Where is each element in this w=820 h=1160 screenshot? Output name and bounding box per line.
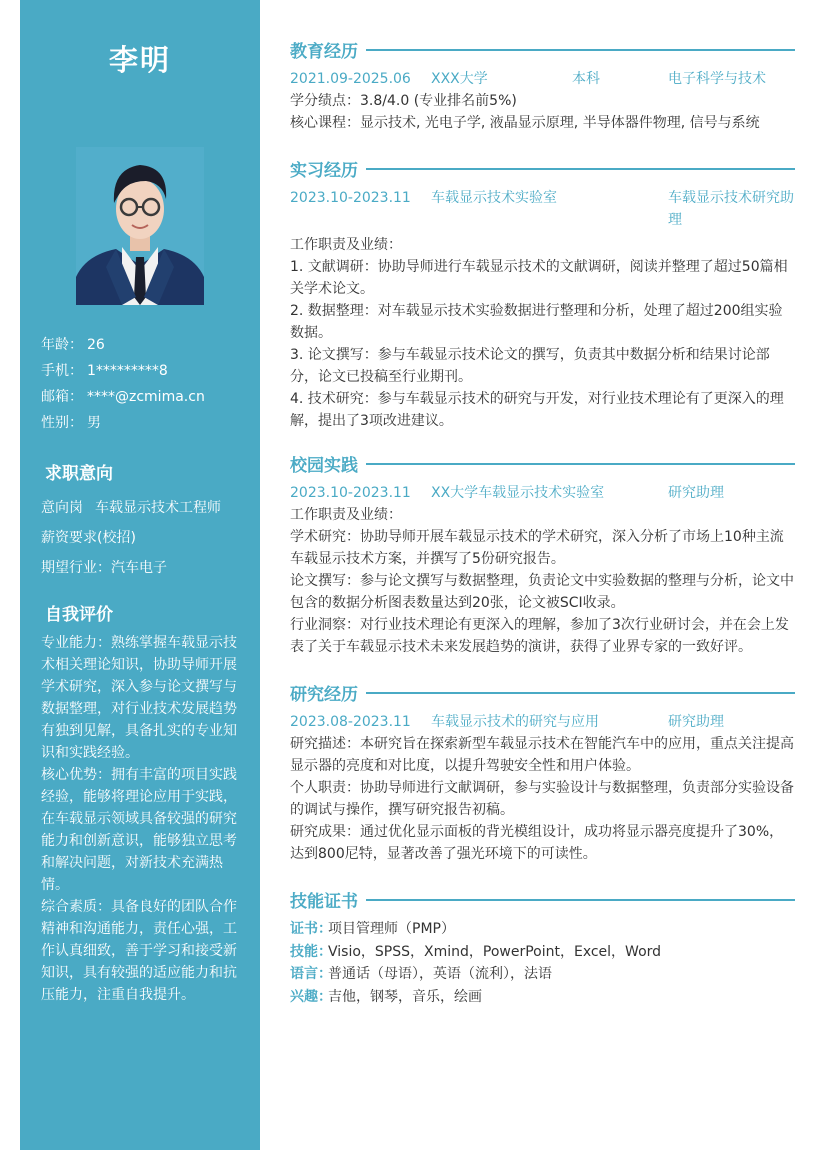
info-label: 邮箱： — [41, 389, 83, 405]
detail-line: 研究描述：本研究旨在探索新型车载显示技术在智能汽车中的应用，重点关注提高显示器的亮度和对比度，以提升驾驶安全性和用户体验。 — [290, 736, 794, 774]
research-section — [290, 679, 795, 865]
detail-line: 学术研究：协助导师开展车载显示技术的学术研究，深入分析了市场上10种主流车载显示技术方案，并撰写了5份研究报告。 — [290, 529, 784, 567]
skills-section — [290, 886, 795, 1008]
eval-paragraph: 综合素质：具备良好的团队合作精神和沟通能力，责任心强，工作认真细致，善于学习和接受新知识，具有较强的适应能力和抗压能力，注重自我提升。 — [41, 899, 237, 1003]
section-header — [290, 450, 795, 476]
section-divider — [366, 692, 795, 694]
internship-details — [290, 234, 795, 432]
job-intention-title: 求职意向 — [45, 464, 113, 484]
intern-role: 车载显示技术研究助理 — [668, 190, 794, 228]
section-divider — [366, 463, 795, 465]
internship-meta — [290, 187, 795, 231]
education-meta — [290, 68, 795, 90]
intent-label: 意向岗 — [41, 500, 83, 516]
detail-line: 工作职责及业绩： — [290, 237, 402, 253]
skill-value: 项目管理师（PMP） — [328, 921, 455, 937]
section-header — [290, 36, 795, 62]
skill-row-skills — [290, 941, 795, 964]
info-label: 手机： — [41, 363, 83, 379]
education-section — [290, 36, 795, 134]
skill-row-certificate — [290, 918, 795, 941]
info-value: 男 — [87, 415, 101, 431]
detail-line: 4. 技术研究：参与车载显示技术的研究与开发，对行业技术理论有了更深入的理解，提出了3项改进建议。 — [290, 391, 784, 429]
detail-line: 2. 数据整理：对车载显示技术实验数据进行整理和分析，处理了超过200组实验数据。 — [290, 303, 783, 341]
skill-row-languages — [290, 963, 795, 986]
edu-degree: 本科 — [572, 71, 600, 87]
intent-value: 车载显示技术工程师 — [95, 500, 221, 516]
info-value: 26 — [87, 337, 105, 353]
candidate-name: 李明 — [108, 43, 171, 77]
intent-industry — [41, 555, 221, 585]
campus-details — [290, 504, 795, 658]
research-details — [290, 733, 795, 865]
campus-meta — [290, 482, 795, 504]
edu-period: 2021.09-2025.06 — [290, 71, 411, 87]
skill-row-interests — [290, 986, 795, 1009]
sidebar — [20, 0, 260, 1150]
campus-role: 研究助理 — [668, 485, 724, 501]
skill-value: Visio，SPSS，Xmind，PowerPoint，Excel，Word — [328, 943, 662, 960]
edu-school: XXX大学 — [431, 71, 488, 87]
skills-list — [290, 918, 795, 1008]
campus-period: 2023.10-2023.11 — [290, 485, 411, 501]
campus-org: XX大学车载显示技术实验室 — [431, 485, 605, 501]
self-evaluation — [41, 632, 245, 1006]
research-period: 2023.08-2023.11 — [290, 714, 411, 730]
section-title: 技能证书 — [290, 891, 358, 912]
research-role: 研究助理 — [668, 714, 724, 730]
job-intention — [41, 495, 221, 585]
internship-section — [290, 155, 795, 432]
section-divider — [366, 49, 795, 51]
info-value: 1*********8 — [87, 363, 168, 379]
intent-label: 期望行业： — [41, 560, 111, 576]
detail-line: 工作职责及业绩： — [290, 507, 402, 523]
section-divider — [366, 168, 795, 170]
info-value: ****@zcmima.cn — [87, 389, 205, 405]
detail-line: 3. 论文撰写：参与车载显示技术论文的撰写，负责其中数据分析和结果讨论部分，论文已投稿至行业期刊。 — [290, 347, 770, 385]
section-header — [290, 155, 795, 181]
skill-value: 吉他，钢琴，音乐，绘画 — [328, 988, 482, 1005]
profile-photo — [76, 147, 204, 305]
section-title: 教育经历 — [290, 41, 358, 62]
detail-line: 1. 文献调研：协助导师进行车载显示技术的文献调研，阅读并整理了超过50篇相关学术论文。 — [290, 259, 788, 297]
section-title: 实习经历 — [290, 160, 358, 181]
intern-period: 2023.10-2023.11 — [290, 190, 411, 206]
skill-label: 语言： — [290, 966, 332, 982]
edu-major: 电子科学与技术 — [668, 71, 766, 87]
section-divider — [366, 899, 795, 901]
intent-position — [41, 495, 221, 525]
info-label: 年龄： — [41, 337, 83, 353]
campus-section — [290, 450, 795, 658]
info-age — [41, 333, 205, 359]
detail-line: 研究成果：通过优化显示面板的背光模组设计，成功将显示器亮度提升了30%，达到800尼特，显著改善了强光环境下的可读性。 — [290, 824, 784, 862]
intent-salary — [41, 525, 221, 555]
intern-org: 车载显示技术实验室 — [431, 190, 557, 206]
info-email — [41, 385, 205, 411]
skill-label: 技能： — [290, 943, 332, 960]
research-project: 车载显示技术的研究与应用 — [431, 714, 599, 730]
detail-line: 论文撰写：参与论文撰写与数据整理，负责论文中实验数据的整理与分析，论文中包含的数据分析图表数量达到20张，论文被SCI收录。 — [290, 573, 794, 611]
info-gender — [41, 411, 205, 437]
skill-label: 兴趣： — [290, 988, 332, 1005]
section-header — [290, 886, 795, 912]
intent-value: 汽车电子 — [111, 560, 167, 576]
section-title: 校园实践 — [290, 455, 358, 476]
section-title: 研究经历 — [290, 684, 358, 705]
basic-info — [41, 333, 205, 437]
detail-line: 行业洞察：对行业技术理论有更深入的理解，参加了3次行业研讨会，并在会上发表了关于车载显示技术未来发展趋势的演讲，获得了业界专家的一致好评。 — [290, 617, 789, 655]
info-phone — [41, 359, 205, 385]
info-label: 性别： — [41, 415, 83, 431]
detail-line: 个人职责：协助导师进行文献调研，参与实验设计与数据整理，负责部分实验设备的调试与操作，撰写研究报告初稿。 — [290, 780, 794, 818]
section-header — [290, 679, 795, 705]
edu-gpa: 学分绩点：3.8/4.0 (专业排名前5%) — [290, 93, 517, 109]
intent-label: 薪资要求(校招) — [41, 530, 136, 546]
self-evaluation-title: 自我评价 — [45, 605, 113, 625]
portrait-icon — [76, 147, 204, 305]
skill-label: 证书： — [290, 921, 332, 937]
research-meta — [290, 711, 795, 733]
skill-value: 普通话（母语），英语（流利），法语 — [328, 966, 552, 982]
edu-courses: 核心课程：显示技术, 光电子学, 液晶显示原理, 半导体器件物理, 信号与系统 — [290, 115, 760, 131]
eval-paragraph: 专业能力：熟练掌握车载显示技术相关理论知识，协助导师开展学术研究，深入参与论文撰写与数据整理，对行业技术发展趋势有独到见解，具备扎实的专业知识和实践经验。 — [41, 635, 237, 761]
eval-paragraph: 核心优势：拥有丰富的项目实践经验，能够将理论应用于实践，在车载显示领域具备较强的研究能力和创新意识，能够独立思考和解决问题，对新技术充满热情。 — [41, 767, 237, 893]
education-details — [290, 90, 795, 134]
